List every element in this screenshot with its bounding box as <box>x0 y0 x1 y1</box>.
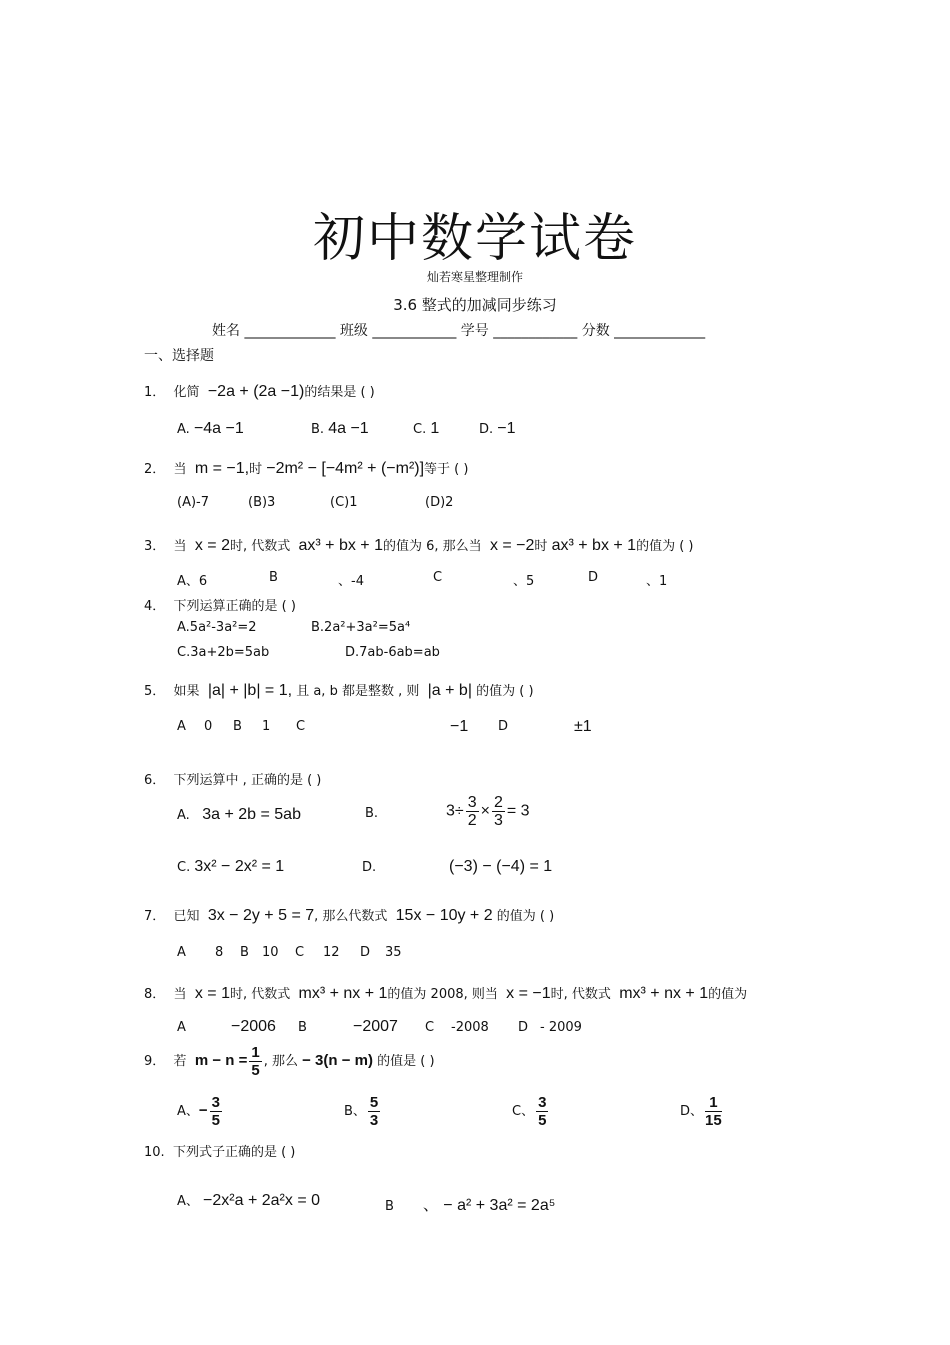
option-c: C、 $\frac{3}{5}$ <box>512 1094 547 1129</box>
question-4: 4． 下列运算正确的是 ( ) <box>144 599 296 614</box>
option-d-label: D <box>518 1020 529 1035</box>
question-6: 6． 下列运算中 , 正确的是 ( ) <box>144 773 322 788</box>
option-c: (C)1 <box>330 495 358 510</box>
question-10: 10. 下列式子正确的是 ( ) <box>144 1145 296 1160</box>
option-d-value: 、1 <box>646 574 668 589</box>
option-c-label: C <box>295 945 305 960</box>
option-b-value: 、-4 <box>338 574 364 589</box>
option-b-label: B <box>298 1020 307 1035</box>
option-a-label: A <box>177 719 186 734</box>
section-title: 3.6 整式的加减同步练习 <box>393 296 557 314</box>
option-a: A.5a²-3a²=2 <box>177 620 257 635</box>
option-d: D、 $\frac{1}{15}$ <box>680 1094 722 1129</box>
option-d-label: D <box>498 719 509 734</box>
option-d: D.7ab-6ab=ab <box>345 645 440 660</box>
option-a-value: 0 <box>204 719 213 734</box>
part-label: 一、选择题 <box>144 348 214 364</box>
option-d: (D)2 <box>425 495 454 510</box>
option-d-label: D. <box>362 860 377 875</box>
question-8: 8． 当 x = 1时, 代数式 mx³ + nx + 1的值为 2008, 则当 x = −1时, 代数式 mx³ + nx + 1的值为 <box>144 985 748 1002</box>
option-c: C. 1 <box>413 420 440 437</box>
student-info-fields: 姓名 _____________ 班级 ____________ 学号 ____________ 分数 _____________ <box>212 323 706 339</box>
option-d-value: - 2009 <box>540 1020 582 1035</box>
option-b-label: B <box>240 945 249 960</box>
option-b-value: 10 <box>262 945 279 960</box>
option-c-value: 、5 <box>513 574 535 589</box>
option-b: B.2a²+3a²=5a⁴ <box>311 620 411 635</box>
option-b: B. 4a −1 <box>311 420 369 437</box>
question-2: 2． 当 m = −1,时 −2m² − [−4m² + (−m²)]等于 ( ) <box>144 460 469 477</box>
option-b: B、 $\frac{5}{3}$ <box>344 1094 379 1129</box>
option-c-label: C <box>433 570 443 585</box>
question-5: 5． 如果 |a| + |b| = 1, 且 a, b 都是整数 , 则 |a + b| 的值为 ( ) <box>144 682 534 699</box>
option-b: B 、 − a² + 3a² = 2a⁵ <box>385 1197 556 1214</box>
option-a: A、6 <box>177 574 208 589</box>
option-d-label: D <box>360 945 371 960</box>
option-d-label: D <box>588 570 599 585</box>
option-c: C.3a+2b=5ab <box>177 645 270 660</box>
option-b-label: B. <box>365 806 379 821</box>
option-a: (A)-7 <box>177 495 209 510</box>
option-a-label: A <box>177 1020 186 1035</box>
option-d-value: (−3) − (−4) = 1 <box>449 858 553 875</box>
option-b-label: B <box>269 570 278 585</box>
option-a: A、− $\frac{3}{5}$ <box>177 1094 221 1129</box>
option-b: (B)3 <box>248 495 276 510</box>
option-d-value: 35 <box>385 945 402 960</box>
option-c-value: -2008 <box>451 1020 489 1035</box>
question-7: 7． 已知 3x − 2y + 5 = 7, 那么代数式 15x − 10y + 2 的值为 ( ) <box>144 907 555 924</box>
option-a-label: A <box>177 945 186 960</box>
option-c: C. 3x² − 2x² = 1 <box>177 858 285 875</box>
option-d: D. −1 <box>479 420 516 437</box>
option-c-value: −1 <box>450 718 469 735</box>
page-subtitle: 灿若寒星整理制作 <box>426 270 523 284</box>
page-title: 初中数学试卷 <box>312 209 637 269</box>
option-d-value: ±1 <box>574 718 592 735</box>
option-c-label: C <box>296 719 306 734</box>
question-1: 1． 化简 −2a + (2a −1)的结果是 ( ) <box>144 383 375 400</box>
question-9: 9． 若 m − n = $\frac{1}{5}$ , 那么 − 3(n − m) 的值是 ( ) <box>144 1044 435 1079</box>
option-a: A、 −2x²a + 2a²x = 0 <box>177 1192 321 1209</box>
option-a: A. −4a −1 <box>177 420 244 437</box>
option-b-value: −2007 <box>353 1018 398 1035</box>
question-3: 3． 当 x = 2时, 代数式 ax³ + bx + 1的值为 6, 那么当 x = −2时 ax³ + bx + 1的值为 ( ) <box>144 537 694 554</box>
option-a-value: 8 <box>215 945 224 960</box>
option-a: A. 3a + 2b = 5ab <box>177 806 301 823</box>
option-c-value: 12 <box>323 945 340 960</box>
option-c-label: C <box>425 1020 435 1035</box>
option-b-expression: 3÷ $\frac{3}{2}$ × $\frac{2}{3}$ = 3 <box>446 794 530 829</box>
option-a-value: −2006 <box>231 1018 276 1035</box>
option-b-value: 1 <box>262 719 271 734</box>
option-b-label: B <box>233 719 242 734</box>
